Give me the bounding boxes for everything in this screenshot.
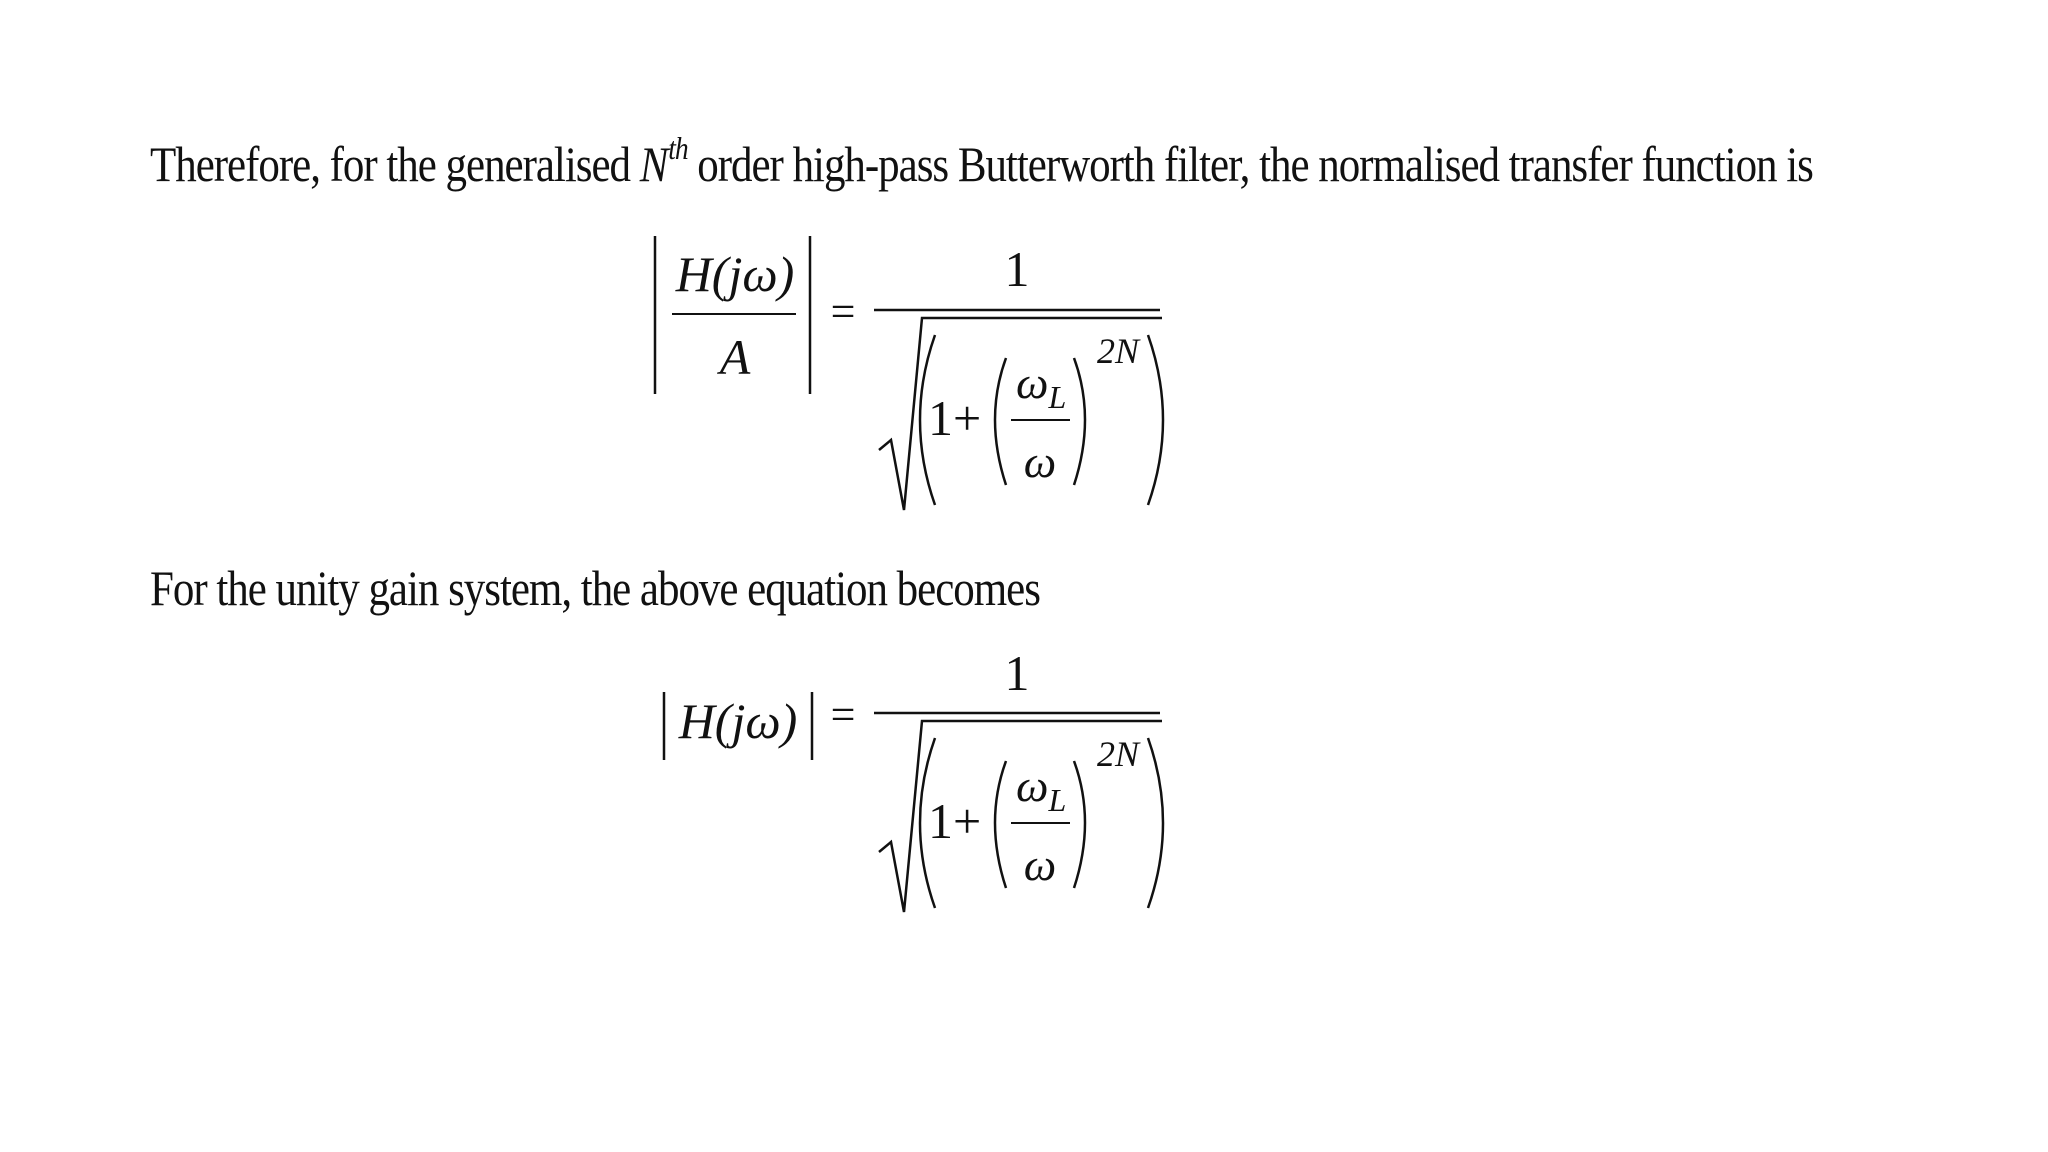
- eq1-rhs-numerator: 1: [1004, 241, 1030, 297]
- para1-superscript-th: th: [668, 130, 688, 166]
- eq1-lhs-denominator: A: [719, 329, 751, 385]
- para1-text-after: order high-pass Butterworth filter, the normalised transfer function is: [687, 136, 1813, 192]
- eq2-exponent: 2N: [1097, 734, 1140, 774]
- para1-text-before: Therefore, for the generalised: [150, 136, 640, 192]
- eq1-exponent: 2N: [1097, 331, 1140, 371]
- eq1-ratio-denominator-omega: ω: [1023, 436, 1057, 487]
- eq1-one-plus: 1+: [928, 390, 982, 446]
- eq2-equals-sign: =: [830, 690, 856, 739]
- eq1-lhs-numerator: H(jω): [675, 246, 795, 302]
- eq1-equals-sign: =: [830, 287, 856, 336]
- eq2-outer-paren-right: [1148, 738, 1163, 908]
- eq2-rhs-numerator: 1: [1004, 645, 1030, 701]
- eq2-lhs: H(jω): [678, 693, 798, 749]
- para2-text: For the unity gain system, the above equation becomes: [150, 560, 1040, 616]
- eq2-ratio-denominator-omega: ω: [1023, 839, 1057, 890]
- para1-variable-n: N: [639, 136, 668, 192]
- eq2-inner-paren-right: [1074, 761, 1085, 888]
- eq2-ratio-numerator-omega: $\omega_L$: [1016, 760, 1067, 818]
- eq1-ratio-numerator-omega: $\omega_L$: [1016, 357, 1067, 415]
- eq2-one-plus: 1+: [928, 793, 982, 849]
- eq2-inner-paren-left: [995, 761, 1006, 888]
